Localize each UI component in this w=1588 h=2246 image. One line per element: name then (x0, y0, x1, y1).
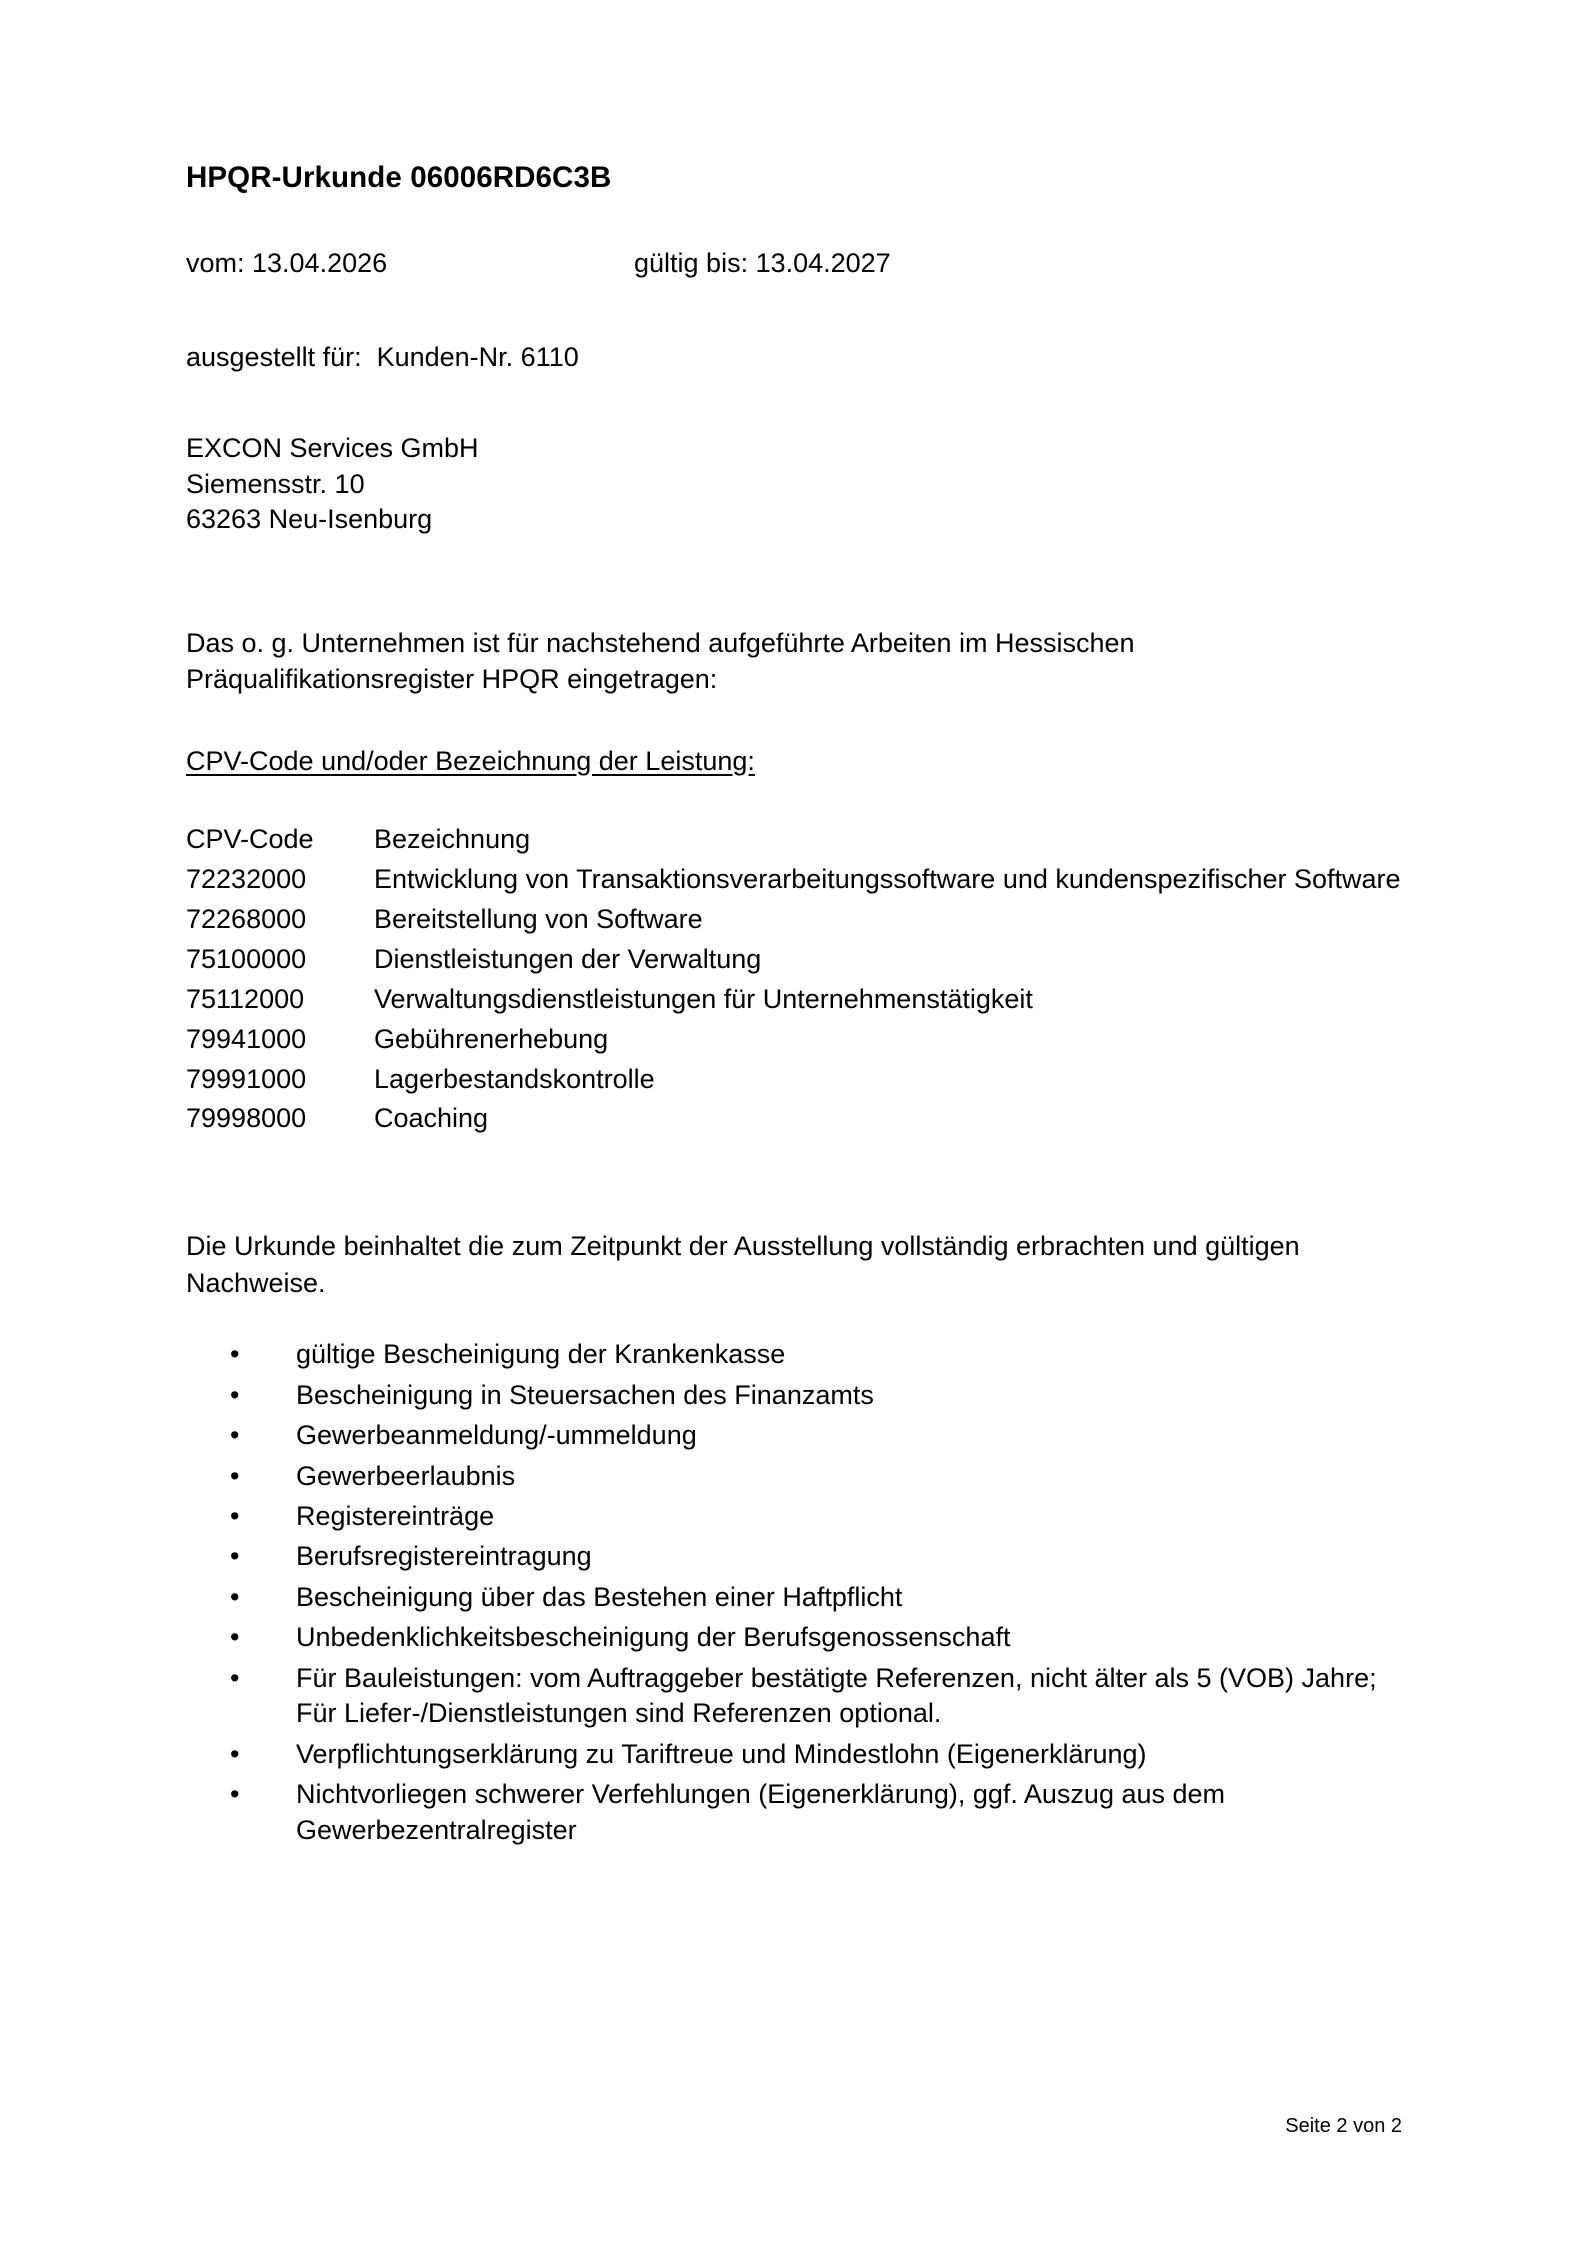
bullet-icon: • (230, 1581, 240, 1612)
cpv-description-cell: Lagerbestandskontrolle (374, 1063, 655, 1094)
cpv-code-cell: 79998000 (186, 1103, 307, 1134)
bullet-icon: • (230, 1460, 240, 1491)
cpv-table-row (186, 1023, 1401, 1063)
cpv-header-code: CPV-Code (186, 823, 314, 854)
cpv-description-cell: Coaching (374, 1103, 489, 1134)
cpv-description-cell: Dienstleistungen der Verwaltung (374, 943, 762, 974)
cpv-table-row (186, 1102, 1401, 1142)
cpv-code-cell: 75112000 (186, 983, 305, 1014)
recipient-address (186, 431, 1486, 538)
page-footer: Seite 2 von 2 (1285, 2115, 1402, 2137)
bullet-icon: • (230, 1779, 240, 1810)
evidence-item-line: gültige Bescheinigung der Krankenkasse (296, 1339, 786, 1370)
cpv-code-cell: 72268000 (186, 903, 307, 934)
cpv-code-cell: 79941000 (186, 1023, 307, 1054)
evidence-item-line: Gewerbeanmeldung/-ummeldung (296, 1420, 697, 1451)
cpv-table-row (186, 1063, 1401, 1103)
evidence-item-line: Registereinträge (296, 1500, 495, 1531)
cpv-description-cell: Verwaltungsdienstleistungen für Unternehmenstätigkeit (374, 983, 1033, 1014)
evidence-list-item (230, 1459, 1486, 1495)
bullet-icon: • (230, 1420, 240, 1451)
evidence-item-line: Gewerbeerlaubnis (296, 1460, 516, 1491)
evidence-list (186, 1337, 1486, 1849)
evidence-item-line: Bescheinigung über das Bestehen einer Haftpflicht (296, 1581, 903, 1612)
cpv-table (186, 823, 1401, 1143)
evidence-item-line: Bescheinigung in Steuersachen des Finanzamts (296, 1379, 874, 1410)
date-row (186, 247, 1486, 281)
evidence-list-item (230, 1378, 1486, 1414)
bullet-icon: • (230, 1500, 240, 1531)
evidence-item-line: Nichtvorliegen schwerer Verfehlungen (Eigenerklärung), ggf. Auszug aus dem (296, 1779, 1226, 1810)
document-title: HPQR-Urkunde 06006RD6C3B (186, 161, 612, 194)
recipient-street: Siemensstr. 10 (186, 468, 365, 499)
evidence-list-item (230, 1418, 1486, 1454)
evidence-list-item (230, 1777, 1486, 1849)
bullet-icon: • (230, 1622, 240, 1653)
cpv-header-description: Bezeichnung (374, 823, 531, 854)
evidence-item-line: Gewerbezentralregister (296, 1815, 577, 1846)
notice-paragraph: Die Urkunde beinhaltet die zum Zeitpunkt der Ausstellung vollständig erbrachten und gültigen Nachweise. (186, 1231, 1300, 1298)
evidence-list-item (230, 1580, 1486, 1616)
evidence-list-item (230, 1661, 1486, 1733)
cpv-table-row (186, 983, 1401, 1023)
evidence-item-line: Berufsregistereintragung (296, 1541, 592, 1572)
cpv-table-row (186, 903, 1401, 943)
cpv-description-cell: Bereitstellung von Software (374, 903, 703, 934)
cpv-description-cell: Entwicklung von Transaktionsverarbeitungssoftware und kundenspezifischer Software (374, 863, 1401, 894)
document-body (186, 160, 1486, 1854)
cpv-code-cell: 79991000 (186, 1063, 307, 1094)
evidence-item-line: Für Bauleistungen: vom Auftraggeber bestätigte Referenzen, nicht älter als 5 (VOB) Jahre; (296, 1662, 1377, 1693)
evidence-list-item (230, 1337, 1486, 1373)
recipient-city: 63263 Neu-Isenburg (186, 504, 433, 535)
bullet-icon: • (230, 1339, 240, 1370)
cpv-code-cell: 75100000 (186, 943, 307, 974)
valid-until-date: gültig bis: 13.04.2027 (634, 248, 891, 279)
cpv-description-cell: Gebührenerhebung (374, 1023, 609, 1054)
evidence-list-item (230, 1539, 1486, 1575)
bullet-icon: • (230, 1738, 240, 1769)
intro-paragraph-line-1: Das o. g. Unternehmen ist für nachstehend aufgeführte Arbeiten im Hessischen (186, 628, 1135, 659)
bullet-icon: • (230, 1541, 240, 1572)
intro-paragraph-line-2: Präqualifikationsregister HPQR eingetragen: (186, 663, 718, 694)
cpv-table-row (186, 863, 1401, 903)
recipient-company: EXCON Services GmbH (186, 433, 479, 464)
issue-date: vom: 13.04.2026 (186, 248, 388, 279)
issued-for-line: ausgestellt für: Kunden-Nr. 6110 (186, 342, 579, 373)
evidence-item-line: Für Liefer-/Dienstleistungen sind Referenzen optional. (296, 1698, 942, 1729)
evidence-list-item (230, 1737, 1486, 1773)
evidence-list-item (230, 1620, 1486, 1656)
cpv-code-cell: 72232000 (186, 863, 307, 894)
evidence-list-item (230, 1499, 1486, 1535)
evidence-item-line: Verpflichtungserklärung zu Tariftreue und Mindestlohn (Eigenerklärung) (296, 1738, 1147, 1769)
bullet-icon: • (230, 1379, 240, 1410)
cpv-table-body (186, 823, 1401, 1143)
evidence-item-line: Unbedenklichkeitsbescheinigung der Berufsgenossenschaft (296, 1622, 1011, 1653)
bullet-icon: • (230, 1662, 240, 1693)
intro-paragraph (186, 626, 1482, 698)
cpv-table-row (186, 943, 1401, 983)
section-heading-cpv: CPV-Code und/oder Bezeichnung der Leistung: (186, 745, 755, 776)
cpv-table-header-row (186, 823, 1401, 863)
